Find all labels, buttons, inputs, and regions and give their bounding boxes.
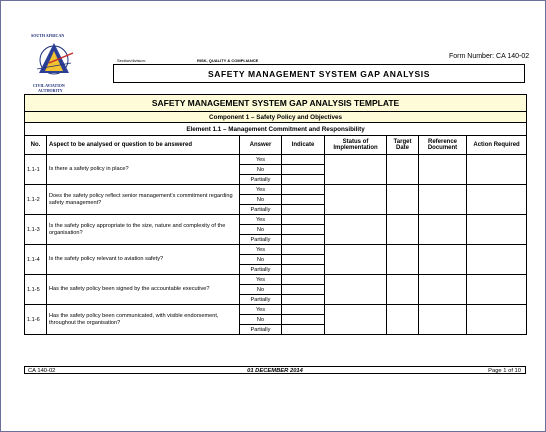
target-date-cell[interactable] xyxy=(387,185,419,215)
footer-page-number: Page 1 of 10 xyxy=(488,367,521,374)
answer-option: Yes xyxy=(240,245,282,255)
indicate-cell[interactable] xyxy=(282,285,325,295)
action-cell[interactable] xyxy=(467,185,527,215)
indicate-cell[interactable] xyxy=(282,245,325,255)
col-header-target-date: Target Date xyxy=(387,136,419,155)
action-cell[interactable] xyxy=(467,245,527,275)
col-header-status: Status of Implementation xyxy=(325,136,387,155)
form-number: Form Number: CA 140-02 xyxy=(449,53,530,60)
answer-option: No xyxy=(240,225,282,235)
answer-option: Yes xyxy=(240,155,282,165)
answer-option: Partially xyxy=(240,175,282,185)
indicate-cell[interactable] xyxy=(282,235,325,245)
action-cell[interactable] xyxy=(467,305,527,335)
target-date-cell[interactable] xyxy=(387,305,419,335)
table-row xyxy=(25,245,527,255)
target-date-cell[interactable] xyxy=(387,155,419,185)
reference-cell[interactable] xyxy=(419,245,467,275)
col-header-indicate: Indicate xyxy=(282,136,325,155)
row-number: 1.1-3 xyxy=(25,215,47,245)
caa-logo xyxy=(27,33,83,95)
answer-option: Partially xyxy=(240,265,282,275)
action-cell[interactable] xyxy=(467,275,527,305)
table-row xyxy=(25,275,527,285)
row-number: 1.1-4 xyxy=(25,245,47,275)
indicate-cell[interactable] xyxy=(282,205,325,215)
indicate-cell[interactable] xyxy=(282,215,325,225)
target-date-cell[interactable] xyxy=(387,245,419,275)
answer-option: Partially xyxy=(240,205,282,215)
target-date-cell[interactable] xyxy=(387,275,419,305)
logo-text-middle: CIVIL AVIATION xyxy=(33,83,65,88)
logo-text-bottom: AUTHORITY xyxy=(38,88,63,93)
answer-option: No xyxy=(240,165,282,175)
answer-option: No xyxy=(240,315,282,325)
row-number: 1.1-2 xyxy=(25,185,47,215)
action-cell[interactable] xyxy=(467,155,527,185)
row-question: Is the safety policy appropriate to the size, nature and complexity of the organisation? xyxy=(47,215,240,245)
row-question: Is there a safety policy in place? xyxy=(47,155,240,185)
reference-cell[interactable] xyxy=(419,275,467,305)
col-header-action: Action Required xyxy=(467,136,527,155)
status-cell[interactable] xyxy=(325,215,387,245)
row-number: 1.1-6 xyxy=(25,305,47,335)
col-header-answer: Answer xyxy=(240,136,282,155)
reference-cell[interactable] xyxy=(419,215,467,245)
reference-cell[interactable] xyxy=(419,305,467,335)
logo-text-top: SOUTH AFRICAN xyxy=(31,33,65,38)
element-heading: Element 1.1 – Management Commitment and Responsibility xyxy=(25,123,527,136)
row-question: Has the safety policy been communicated, with visible endorsement, throughout the organisation? xyxy=(47,305,240,335)
table-row xyxy=(25,305,527,315)
answer-option: Yes xyxy=(240,275,282,285)
indicate-cell[interactable] xyxy=(282,275,325,285)
footer-date: 01 DECEMBER 2014 xyxy=(247,367,303,374)
target-date-cell[interactable] xyxy=(387,215,419,245)
component-heading: Component 1 – Safety Policy and Objectives xyxy=(25,112,527,123)
page-footer xyxy=(24,366,526,374)
answer-option: Partially xyxy=(240,295,282,305)
indicate-cell[interactable] xyxy=(282,315,325,325)
section-label: Section/division: xyxy=(117,58,146,63)
indicate-cell[interactable] xyxy=(282,305,325,315)
indicate-cell[interactable] xyxy=(282,265,325,275)
answer-option: Yes xyxy=(240,185,282,195)
row-question: Is the safety policy relevant to aviation safety? xyxy=(47,245,240,275)
reference-cell[interactable] xyxy=(419,185,467,215)
row-number: 1.1-5 xyxy=(25,275,47,305)
table-row xyxy=(25,215,527,225)
status-cell[interactable] xyxy=(325,275,387,305)
answer-option: Yes xyxy=(240,215,282,225)
status-cell[interactable] xyxy=(325,185,387,215)
status-cell[interactable] xyxy=(325,305,387,335)
indicate-cell[interactable] xyxy=(282,295,325,305)
indicate-cell[interactable] xyxy=(282,255,325,265)
gap-analysis-table xyxy=(24,94,526,335)
indicate-cell[interactable] xyxy=(282,155,325,165)
answer-option: Yes xyxy=(240,305,282,315)
answer-option: No xyxy=(240,195,282,205)
row-number: 1.1-1 xyxy=(25,155,47,185)
indicate-cell[interactable] xyxy=(282,165,325,175)
status-cell[interactable] xyxy=(325,155,387,185)
answer-option: Partially xyxy=(240,325,282,335)
document-title: SAFETY MANAGEMENT SYSTEM GAP ANALYSIS xyxy=(113,65,525,83)
answer-option: No xyxy=(240,285,282,295)
table-row xyxy=(25,155,527,165)
indicate-cell[interactable] xyxy=(282,185,325,195)
indicate-cell[interactable] xyxy=(282,325,325,335)
answer-option: Partially xyxy=(240,235,282,245)
indicate-cell[interactable] xyxy=(282,195,325,205)
col-header-aspect: Aspect to be analysed or question to be answered xyxy=(47,136,240,155)
row-question: Does the safety policy reflect senior management's commitment regarding safety management? xyxy=(47,185,240,215)
answer-option: No xyxy=(240,255,282,265)
section-value: RISK, QUALITY & COMPLIANCE xyxy=(197,58,259,63)
status-cell[interactable] xyxy=(325,245,387,275)
row-question: Has the safety policy been signed by the accountable executive? xyxy=(47,275,240,305)
indicate-cell[interactable] xyxy=(282,175,325,185)
footer-form-code: CA 140-02 xyxy=(28,367,56,374)
table-title: SAFETY MANAGEMENT SYSTEM GAP ANALYSIS TEMPLATE xyxy=(25,95,527,112)
reference-cell[interactable] xyxy=(419,155,467,185)
table-row xyxy=(25,185,527,195)
indicate-cell[interactable] xyxy=(282,225,325,235)
col-header-reference: Reference Document xyxy=(419,136,467,155)
action-cell[interactable] xyxy=(467,215,527,245)
col-header-no: No. xyxy=(25,136,47,155)
